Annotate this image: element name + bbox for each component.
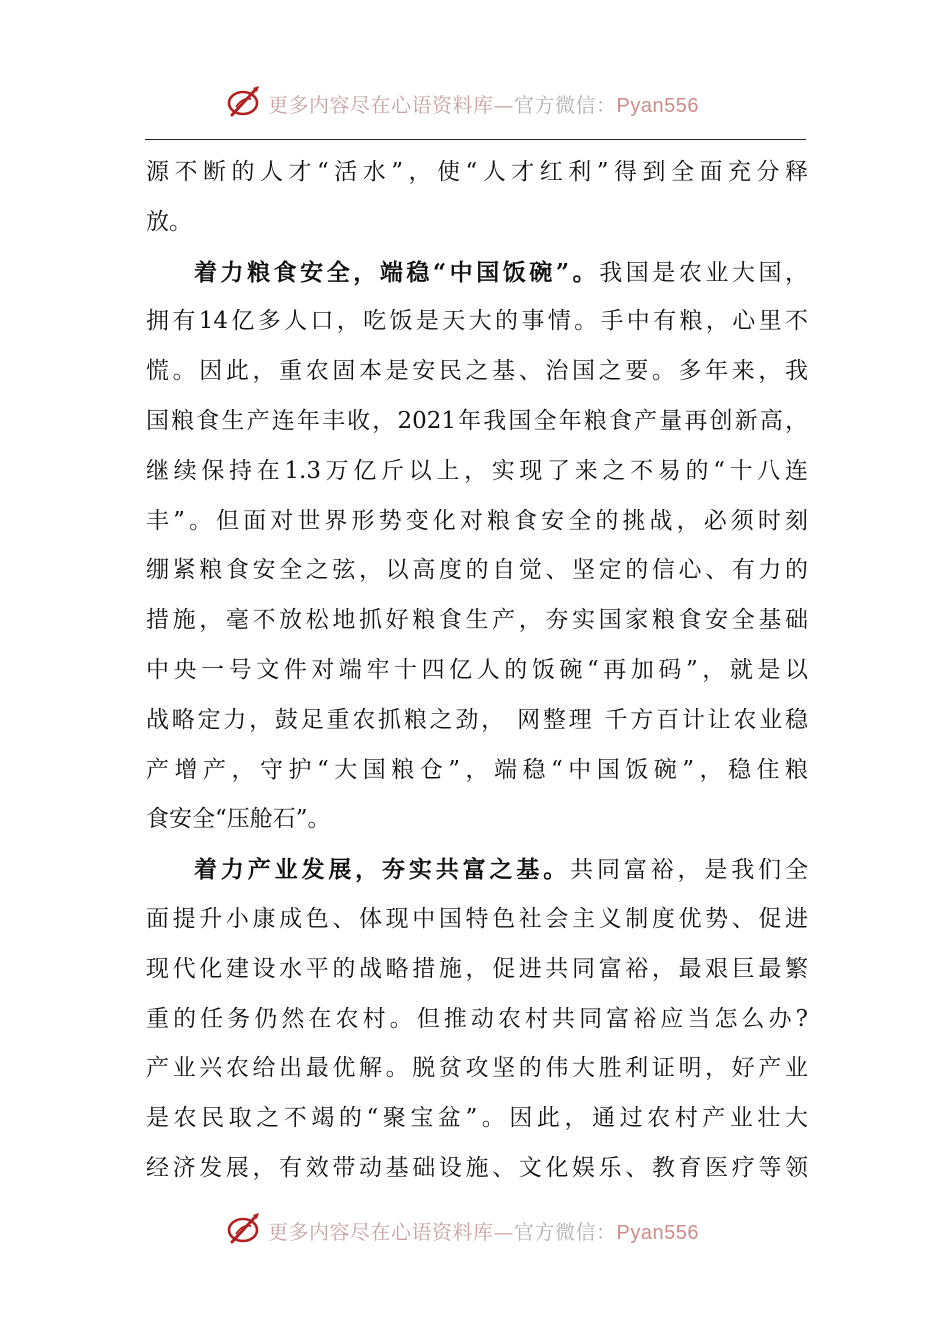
footer-banner bbox=[0, 1209, 950, 1249]
paragraph-heading-line bbox=[146, 845, 808, 895]
text-line: 拥有14亿多人口，吃饭是天大的事情。手中有粮，心里不 bbox=[146, 308, 808, 335]
header-banner bbox=[0, 82, 950, 122]
header-banner-wx-id: Pyan556 bbox=[616, 95, 699, 117]
paragraph-heading: 着力粮食安全，端稳“中国饭碗”。 bbox=[194, 258, 600, 286]
text-line: 面提升小康成色、体现中国特色社会主义制度优势、促进 bbox=[146, 905, 808, 932]
text-line: 放。 bbox=[146, 208, 192, 235]
text-line: 现代化建设水平的战略措施，促进共同富裕，最艰巨最繁 bbox=[146, 955, 808, 982]
text-line: 绷紧粮食安全之弦，以高度的自觉、坚定的信心、有力的 bbox=[146, 557, 808, 584]
text-line: 经济发展，有效带动基础设施、文化娱乐、教育医疗等领 bbox=[146, 1154, 808, 1181]
header-banner-dash: — bbox=[493, 93, 514, 117]
body-text bbox=[146, 148, 808, 1194]
text-line: 食安全“压舱石”。 bbox=[146, 806, 331, 833]
footer-banner-text bbox=[268, 1216, 699, 1245]
header-banner-wx-label: 官方微信： bbox=[514, 93, 617, 117]
text-line: 产业兴农给出最优解。脱贫攻坚的伟大胜利证明，好产业 bbox=[146, 1055, 808, 1082]
pen-logo-icon bbox=[226, 1210, 264, 1248]
text-line: 源不断的人才“活水”，使“人才红利”得到全面充分释 bbox=[146, 159, 808, 185]
footer-banner-wx-label: 官方微信： bbox=[514, 1220, 617, 1244]
footer-banner-title: 更多内容尽在心语资料库 bbox=[268, 1220, 494, 1244]
header-banner-title: 更多内容尽在心语资料库 bbox=[268, 93, 494, 117]
footer-banner-content[interactable] bbox=[226, 1209, 746, 1249]
text-line: 继续保持在1.3万亿斤以上，实现了来之不易的“十八连 bbox=[146, 457, 808, 484]
text-line: 战略定力，鼓足重农抓粮之劲， 网整理 千方百计让农业稳 bbox=[146, 706, 808, 733]
paragraph-heading-line bbox=[146, 248, 808, 298]
pen-logo-icon bbox=[226, 83, 264, 121]
header-banner-text bbox=[268, 89, 699, 118]
text-fragment: 我国是农业大国， bbox=[599, 259, 808, 286]
text-line: 慌。因此，重农固本是安民之基、治国之要。多年来，我 bbox=[146, 358, 808, 385]
text-fragment: 共同富裕，是我们全 bbox=[570, 857, 808, 884]
header-banner-content[interactable] bbox=[226, 82, 746, 122]
text-line: 措施，毫不放松地抓好粮食生产，夯实国家粮食安全基础 bbox=[146, 607, 808, 634]
text-line: 丰”。但面对世界形势变化对粮食安全的挑战，必须时刻 bbox=[146, 507, 808, 534]
text-line: 国粮食生产连年丰收，2021年我国全年粮食产量再创新高， bbox=[146, 407, 808, 434]
text-line: 中央一号文件对端牢十四亿人的饭碗“再加码”，就是以 bbox=[146, 656, 808, 683]
text-line: 重的任务仍然在农村。但推动农村共同富裕应当怎么办? bbox=[146, 1005, 808, 1032]
footer-banner-wx-id: Pyan556 bbox=[616, 1222, 699, 1244]
text-line: 产增产，守护“大国粮仓”，端稳“中国饭碗”，稳住粮 bbox=[146, 756, 808, 783]
paragraph-heading: 着力产业发展，夯实共富之基。 bbox=[194, 856, 571, 884]
header-rule bbox=[145, 139, 806, 140]
footer-banner-dash: — bbox=[493, 1220, 514, 1244]
text-line: 是农民取之不竭的“聚宝盆”。因此，通过农村产业壮大 bbox=[146, 1105, 808, 1132]
